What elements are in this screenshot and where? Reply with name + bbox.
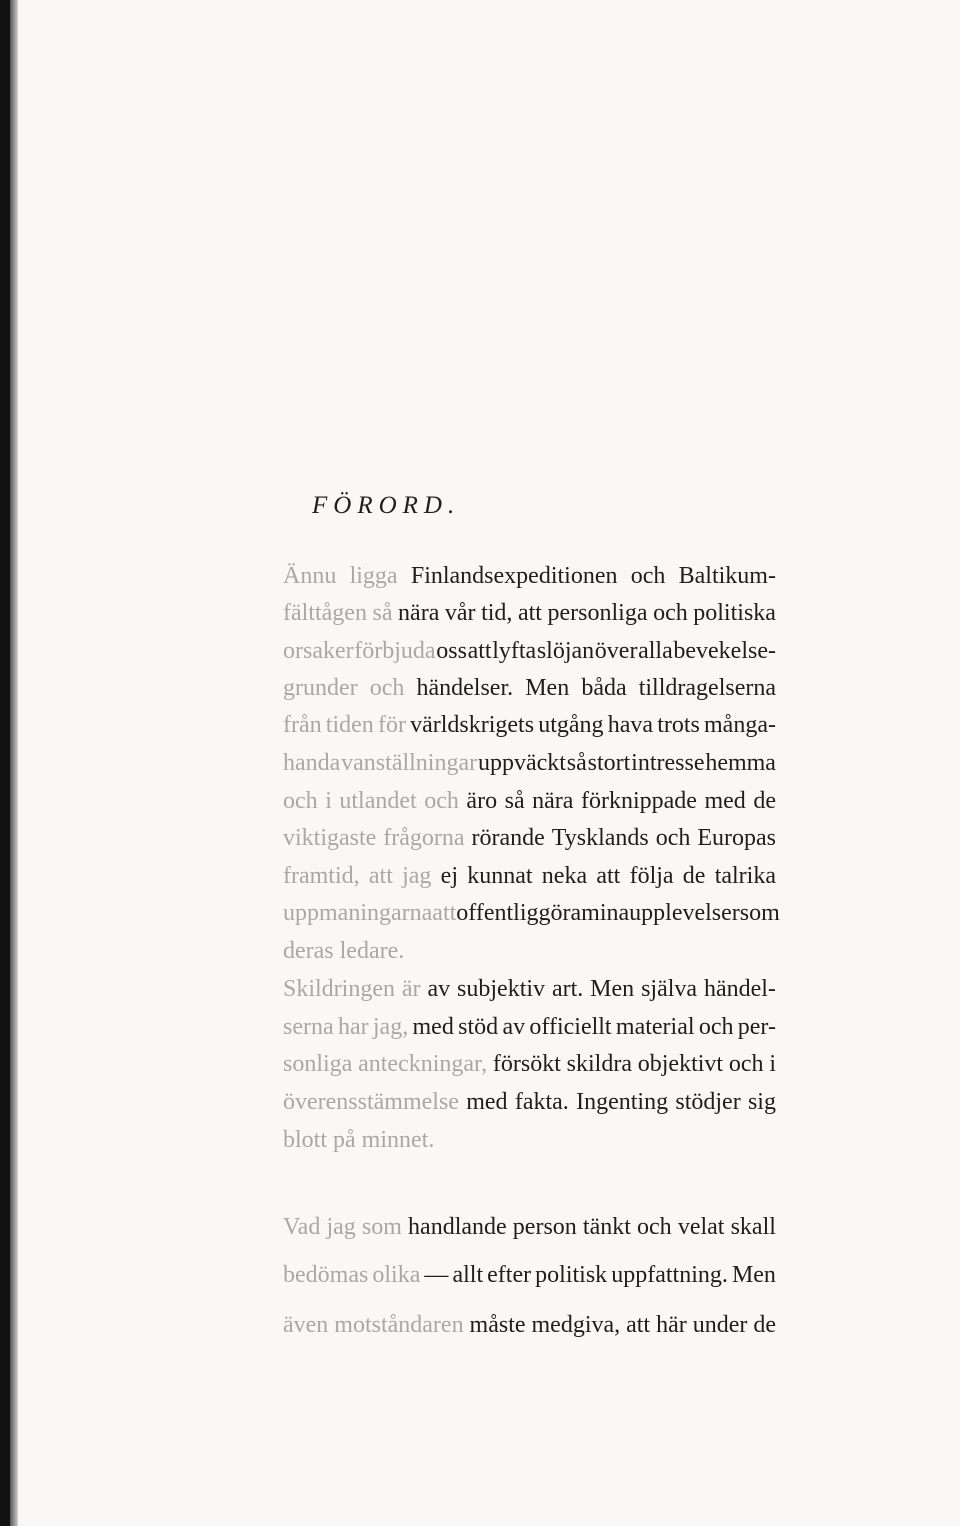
- word: med: [704, 788, 746, 814]
- word: tilldragelserna: [638, 675, 776, 701]
- word: Finlandsexpeditionen: [410, 563, 618, 589]
- word: många-: [704, 712, 776, 738]
- word: offentliggöra: [456, 900, 582, 926]
- word: hava: [607, 712, 654, 738]
- text-line: [283, 1049, 776, 1079]
- faded-word: jag: [402, 863, 432, 889]
- faded-word: ligga: [349, 563, 398, 589]
- word: att: [596, 863, 621, 889]
- word: och: [630, 563, 666, 589]
- faded-word: serna: [283, 1014, 334, 1040]
- word: uppväckt: [477, 750, 566, 776]
- text-line: [283, 710, 776, 740]
- word: äro: [466, 788, 498, 814]
- word: Men: [590, 976, 635, 1002]
- word: fakta.: [514, 1089, 569, 1115]
- faded-word: även: [283, 1312, 329, 1338]
- faded-word: har: [337, 1014, 369, 1040]
- faded-word: utlandet: [339, 788, 417, 814]
- word: velat: [677, 1214, 725, 1240]
- word: trots: [657, 712, 700, 738]
- word: av: [502, 1014, 526, 1040]
- word: Europas: [697, 825, 776, 851]
- faded-word: och: [369, 675, 405, 701]
- word: ej: [440, 863, 458, 889]
- word: tid,: [481, 600, 513, 626]
- scan-edge-gradient: [10, 0, 18, 1526]
- word: bevekelse-: [673, 638, 776, 664]
- word: art.: [551, 976, 584, 1002]
- word: förknippade: [580, 788, 697, 814]
- word: politiska: [693, 600, 776, 626]
- word: följa: [629, 863, 674, 889]
- word: så: [566, 750, 587, 776]
- faded-word: motståndaren: [334, 1312, 464, 1338]
- page-title: FÖRORD.: [312, 492, 461, 519]
- faded-word: på: [333, 1127, 362, 1153]
- faded-word: Skildringen: [283, 976, 395, 1002]
- word: här: [656, 1312, 687, 1338]
- word: måste: [469, 1312, 526, 1338]
- word: och: [655, 825, 691, 851]
- word: upplevelser: [629, 900, 740, 926]
- text-line: [283, 1125, 776, 1155]
- word: lyfta: [492, 638, 537, 664]
- text-line: [283, 748, 776, 778]
- word: de: [753, 788, 776, 814]
- word: sig: [747, 1089, 776, 1115]
- word: hemma: [705, 750, 776, 776]
- faded-word: för: [377, 712, 406, 738]
- word: Men: [525, 675, 570, 701]
- word: av: [427, 976, 451, 1002]
- text-line: [283, 898, 780, 928]
- word: vår: [444, 600, 476, 626]
- word: Ingenting: [576, 1089, 669, 1115]
- faded-word: bedömas: [283, 1262, 369, 1288]
- text-line: [283, 974, 776, 1004]
- word: stort: [587, 750, 631, 776]
- text-line: [283, 936, 776, 966]
- word: med: [412, 1014, 454, 1040]
- word: under: [692, 1312, 748, 1338]
- word: subjektiv: [457, 976, 546, 1002]
- word: per-: [737, 1014, 776, 1040]
- word: båda: [581, 675, 627, 701]
- word: som: [739, 900, 780, 926]
- faded-word: är: [401, 976, 421, 1002]
- word: alla: [638, 638, 673, 664]
- word: slöjan: [536, 638, 595, 664]
- word: och: [637, 1214, 672, 1240]
- word: intresse: [631, 750, 705, 776]
- word: politisk: [535, 1262, 608, 1288]
- word: att: [517, 600, 542, 626]
- word: Men: [731, 1262, 776, 1288]
- word: material: [615, 1014, 695, 1040]
- faded-word: att: [368, 863, 393, 889]
- word: och: [728, 1051, 764, 1077]
- word: allt: [452, 1262, 484, 1288]
- faded-word: som: [361, 1214, 402, 1240]
- word: kunnat: [467, 863, 533, 889]
- faded-word: att: [432, 900, 457, 926]
- text-line: [283, 561, 776, 591]
- faded-word: Ännu: [283, 563, 337, 589]
- text-line: [283, 1260, 776, 1290]
- word: efter: [487, 1262, 532, 1288]
- word: Tysklands: [551, 825, 649, 851]
- word: försökt: [492, 1051, 561, 1077]
- word: händel-: [703, 976, 776, 1002]
- faded-word: sonliga: [283, 1051, 353, 1077]
- word: med: [466, 1089, 508, 1115]
- text-line: [283, 1012, 776, 1042]
- faded-word: olika: [372, 1262, 421, 1288]
- word: stöd: [458, 1014, 499, 1040]
- faded-word: viktigaste: [283, 825, 377, 851]
- text-line: [283, 673, 776, 703]
- word: handlande: [408, 1214, 507, 1240]
- word: mina: [581, 900, 630, 926]
- scan-edge-shadow: [0, 0, 10, 1526]
- faded-word: och: [424, 788, 459, 814]
- word: personliga: [547, 600, 648, 626]
- word: officiellt: [529, 1014, 612, 1040]
- faded-word: framtid,: [283, 863, 360, 889]
- faded-word: handa: [283, 750, 341, 776]
- text-line: [283, 786, 776, 816]
- word: nära: [532, 788, 574, 814]
- word: världskrigets: [410, 712, 535, 738]
- faded-word: minnet.: [361, 1127, 435, 1153]
- word: talrika: [714, 863, 776, 889]
- word: och: [698, 1014, 734, 1040]
- word: i: [769, 1051, 776, 1077]
- word: över: [594, 638, 638, 664]
- faded-word: anteckningar,: [358, 1051, 488, 1077]
- faded-word: uppmaningarna: [283, 900, 433, 926]
- faded-word: jag: [326, 1214, 356, 1240]
- faded-word: frågorna: [383, 825, 465, 851]
- faded-word: i: [325, 788, 332, 814]
- faded-word: tiden: [325, 712, 374, 738]
- word: nära: [398, 600, 440, 626]
- word: själva: [641, 976, 698, 1002]
- word: objektivt: [637, 1051, 724, 1077]
- word: stödjer: [675, 1089, 741, 1115]
- word: —: [424, 1262, 449, 1288]
- word: händelser.: [416, 675, 514, 701]
- text-line: [283, 636, 776, 666]
- word: så: [504, 788, 525, 814]
- faded-word: orsaker: [283, 638, 354, 664]
- faded-word: fälttågen: [283, 600, 367, 626]
- word: att: [467, 638, 492, 664]
- faded-word: blott: [283, 1127, 334, 1153]
- faded-word: deras: [283, 938, 340, 964]
- faded-word: överensstämmelse: [283, 1089, 459, 1115]
- word: skildra: [566, 1051, 632, 1077]
- word: Baltikum-: [678, 563, 776, 589]
- faded-word: förbjuda: [354, 638, 436, 664]
- word: tänkt: [582, 1214, 631, 1240]
- word: rörande: [471, 825, 545, 851]
- word: oss: [436, 638, 467, 664]
- text-line: [283, 1212, 776, 1242]
- faded-word: ledare.: [339, 938, 405, 964]
- word: att: [626, 1312, 651, 1338]
- text-line: [283, 1310, 776, 1340]
- text-line: [283, 1087, 776, 1117]
- faded-word: jag,: [372, 1014, 409, 1040]
- faded-word: och: [283, 788, 318, 814]
- word: skall: [730, 1214, 776, 1240]
- word: och: [653, 600, 688, 626]
- word: neka: [541, 863, 588, 889]
- faded-word: från: [283, 712, 322, 738]
- faded-word: grunder: [283, 675, 358, 701]
- word: de: [682, 863, 706, 889]
- word: utgång: [538, 712, 604, 738]
- faded-word: så: [372, 600, 393, 626]
- word: person: [512, 1214, 577, 1240]
- faded-word: vanställningar: [341, 750, 478, 776]
- text-line: [283, 598, 776, 628]
- word: de: [753, 1312, 776, 1338]
- text-line: [283, 861, 776, 891]
- text-line: [283, 823, 776, 853]
- word: uppfattning.: [611, 1262, 728, 1288]
- faded-word: Vad: [283, 1214, 321, 1240]
- word: medgiva,: [531, 1312, 621, 1338]
